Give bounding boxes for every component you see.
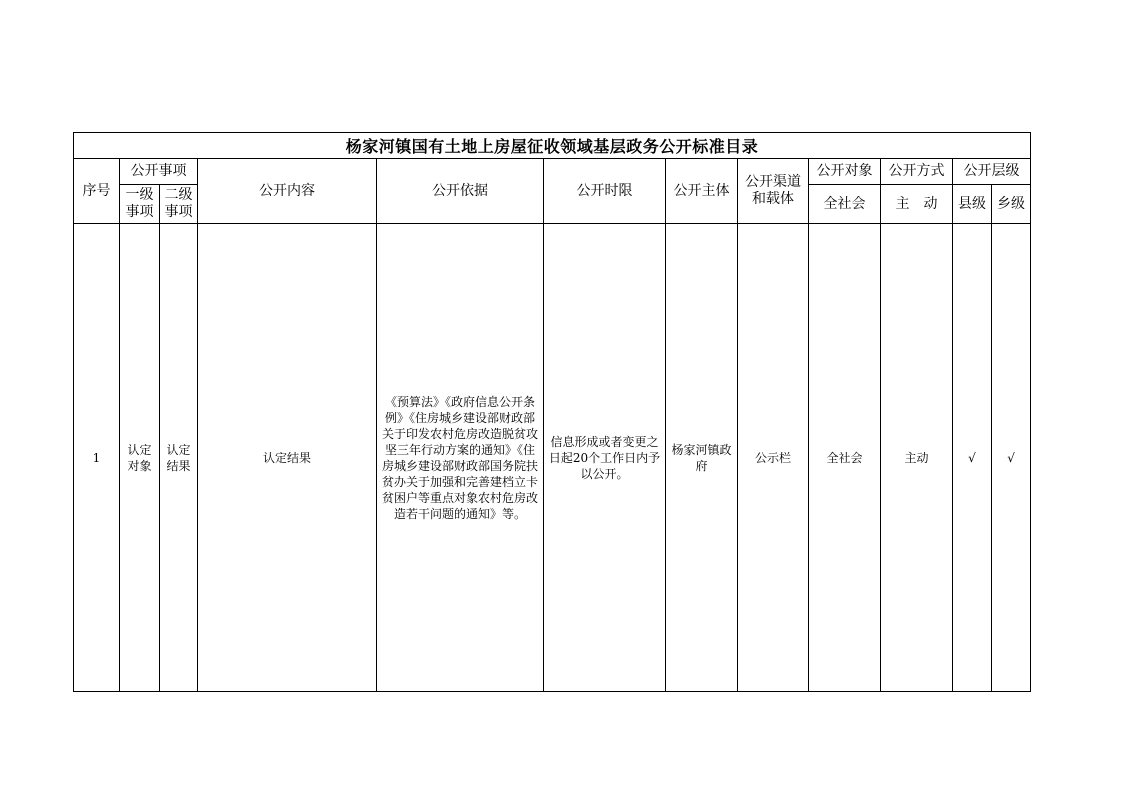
header-subject: 公开主体 xyxy=(666,159,738,224)
cell-target: 全社会 xyxy=(809,224,881,692)
header-time-limit: 公开时限 xyxy=(544,159,666,224)
header-channel: 公开渠道 和载体 xyxy=(738,159,809,224)
cell-seq: 1 xyxy=(74,224,120,692)
cell-time-limit: 信息形成或者变更之日起20个工作日内予以公开。 xyxy=(544,224,666,692)
cell-channel: 公示栏 xyxy=(738,224,809,692)
cell-level1: 认定 对象 xyxy=(120,224,160,692)
header-level-township: 乡级 xyxy=(992,185,1031,224)
header-basis: 公开依据 xyxy=(377,159,544,224)
header-level-county: 县级 xyxy=(953,185,992,224)
cell-township-check: √ xyxy=(992,224,1031,692)
document-sheet xyxy=(73,132,1031,692)
header-item-level1: 一级 事项 xyxy=(120,185,160,224)
cell-county-check: √ xyxy=(953,224,992,692)
header-seq: 序号 xyxy=(74,159,120,224)
disclosure-catalog-table xyxy=(73,132,1031,692)
cell-content: 认定结果 xyxy=(198,224,377,692)
header-method-active: 主 动 xyxy=(881,185,953,224)
header-content: 公开内容 xyxy=(198,159,377,224)
header-method-group: 公开方式 xyxy=(881,159,953,185)
header-item-group: 公开事项 xyxy=(120,159,198,185)
header-item-level2: 二级 事项 xyxy=(160,185,198,224)
table-row xyxy=(74,224,1031,692)
header-target-all: 全社会 xyxy=(809,185,881,224)
cell-subject: 杨家河镇政府 xyxy=(666,224,738,692)
cell-method: 主动 xyxy=(881,224,953,692)
cell-basis: 《预算法》《政府信息公开条例》《住房城乡建设部财政部关于印发农村危房改造脱贫攻坚三年行动方案的通知》《住房城乡建设部财政部国务院扶贫办关于加强和完善建档立卡贫困户等重点对象农村危房改造若干问题的通知》等。 xyxy=(377,224,544,692)
header-level-group: 公开层级 xyxy=(953,159,1031,185)
table-title: 杨家河镇国有土地上房屋征收领域基层政务公开标准目录 xyxy=(74,133,1031,159)
header-target-group: 公开对象 xyxy=(809,159,881,185)
cell-level2: 认定 结果 xyxy=(160,224,198,692)
